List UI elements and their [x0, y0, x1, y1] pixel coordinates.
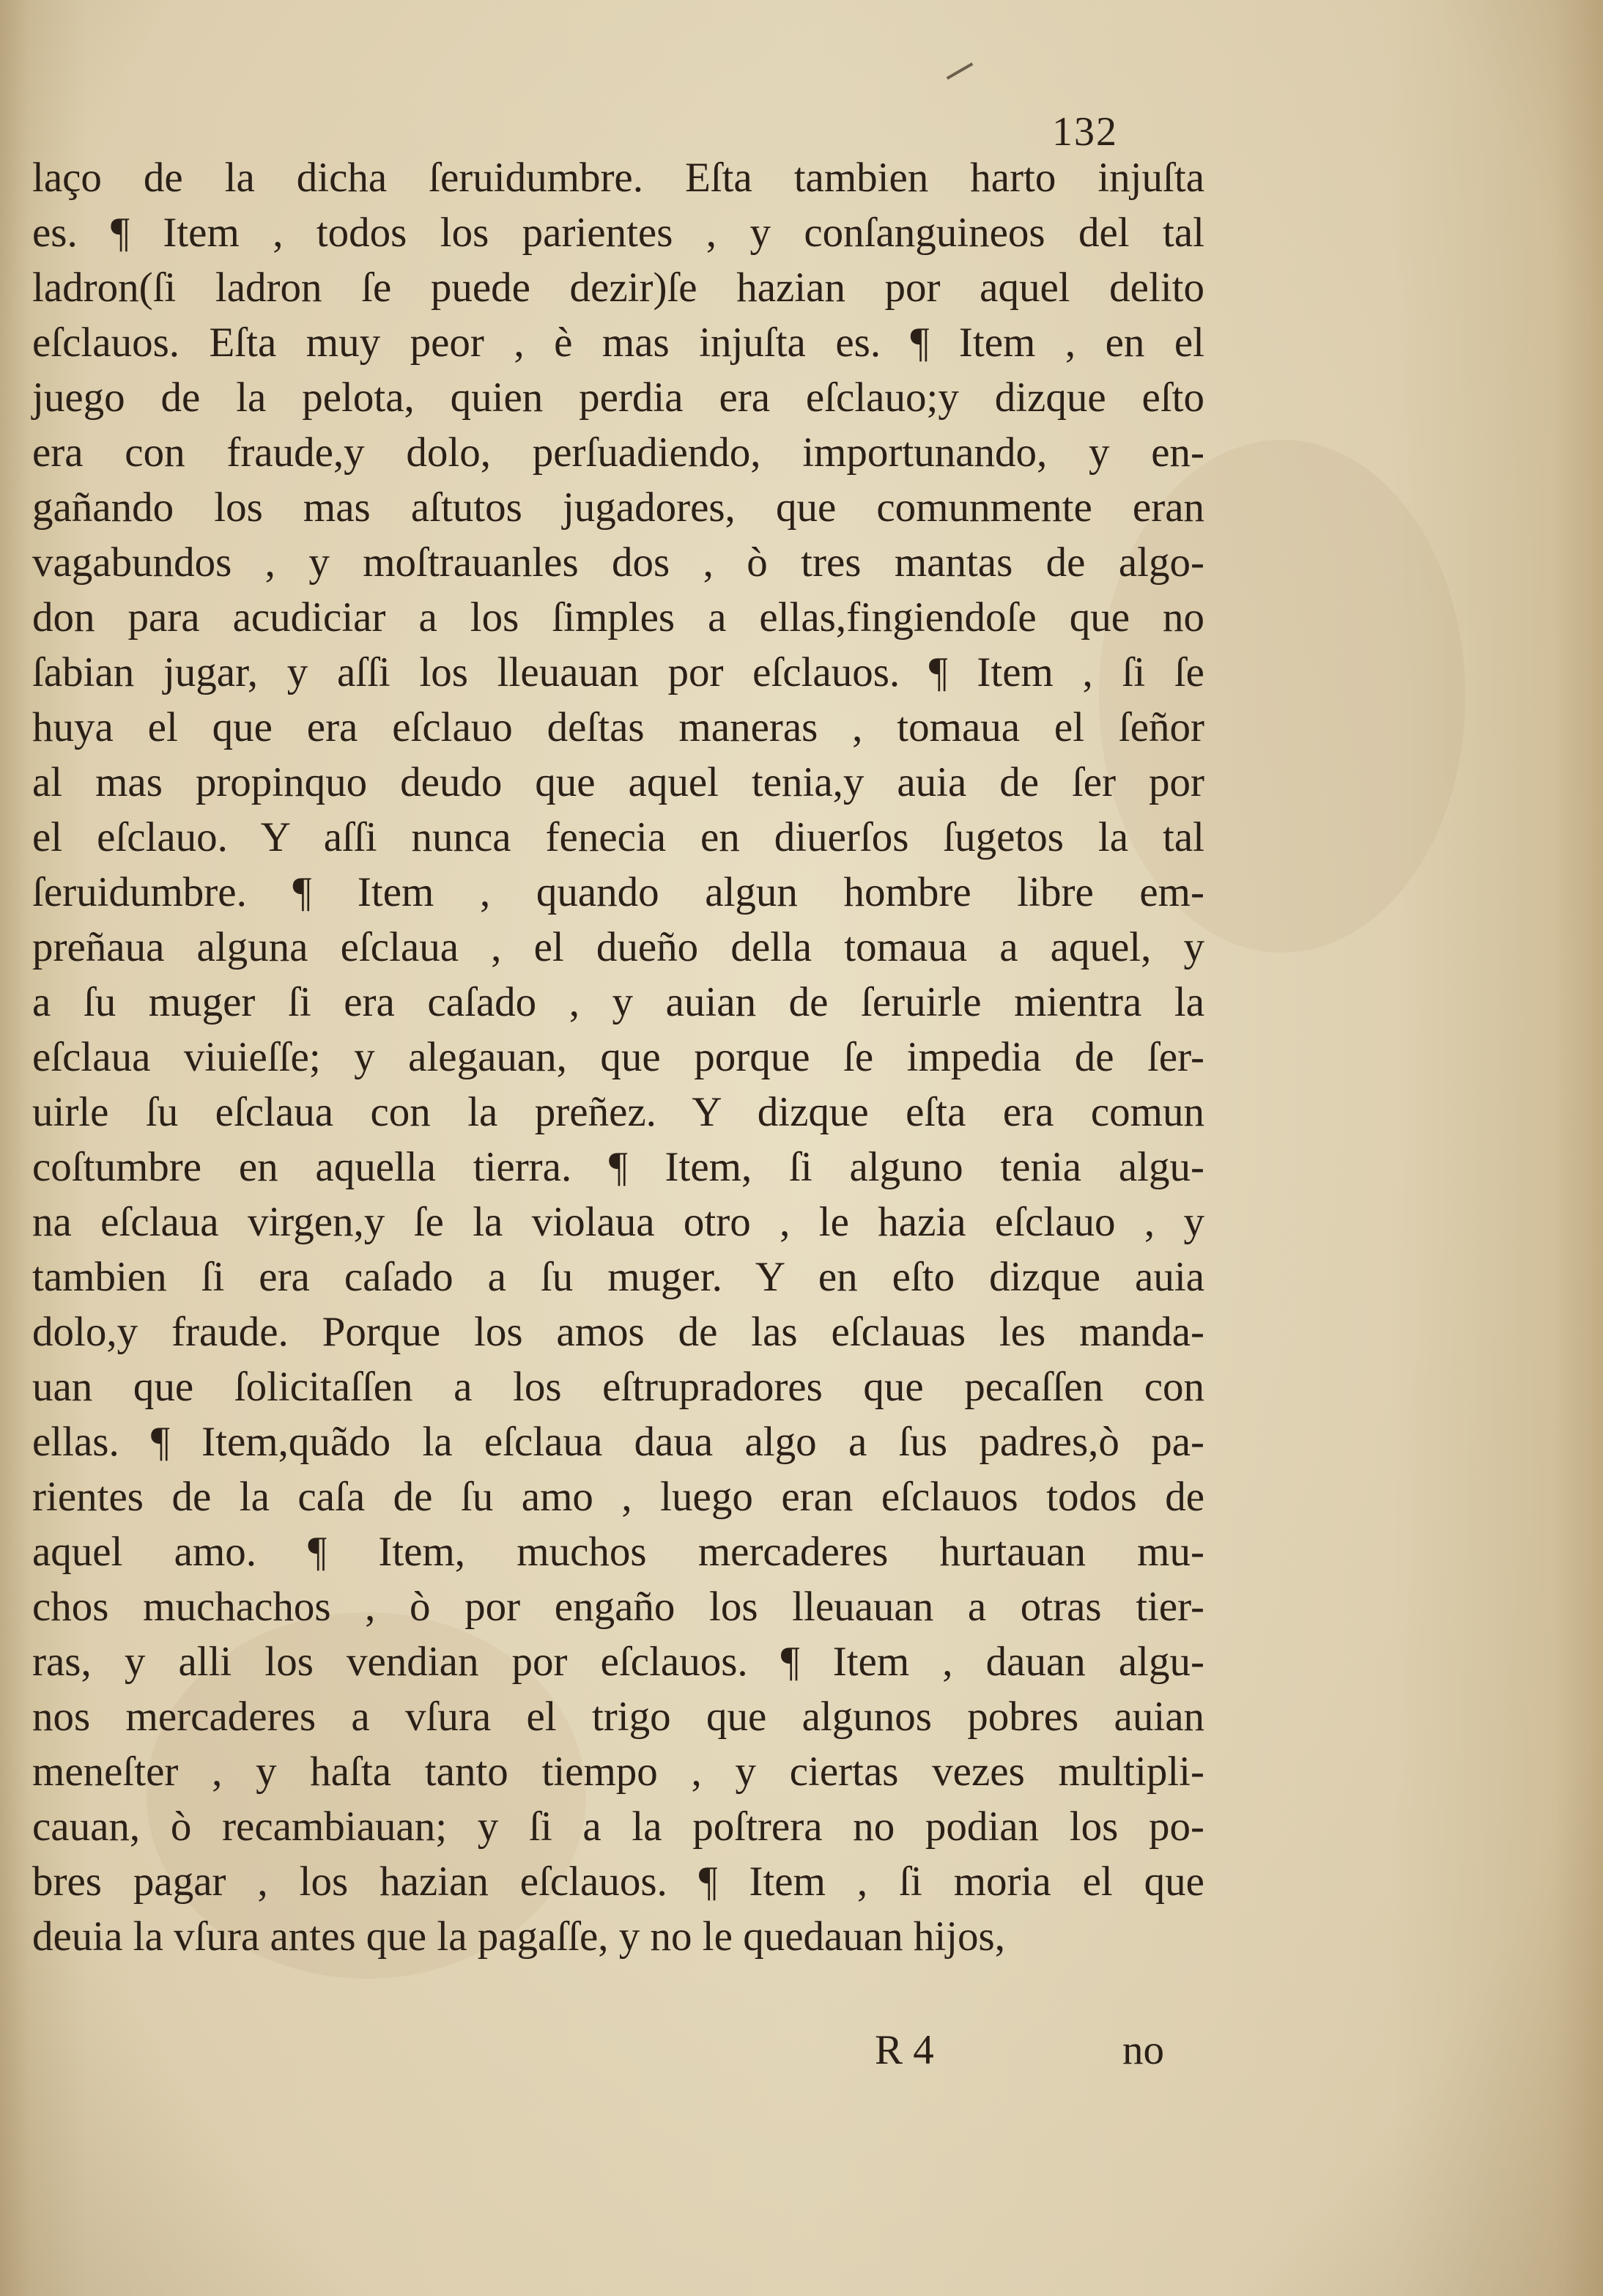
text-line: don para acudiciar a los ſimples a ellas,fingiendoſe que no	[32, 594, 1204, 641]
text-line: al mas propinquo deudo que aquel tenia,y auia de ſer por	[32, 759, 1204, 805]
text-line: uirle ſu eſclaua con la preñez. Y dizque eſta era comun	[32, 1089, 1204, 1135]
text-line: na eſclaua virgen,y ſe la violaua otro , le hazia eſclauo , y	[32, 1199, 1204, 1245]
text-line: nos mercaderes a vſura el trigo que algunos pobres auian	[32, 1694, 1204, 1740]
text-line: bres pagar , los hazian eſclauos. ¶ Item , ſi moria el que	[32, 1858, 1204, 1905]
text-line: ellas. ¶ Item,quãdo la eſclaua daua algo a ſus padres,ò pa-	[32, 1419, 1204, 1465]
text-line: deuia la vſura antes que la pagaſſe, y no le quedauan hijos,	[32, 1913, 1005, 1960]
text-line: ladron(ſi ladron ſe puede dezir)ſe hazian por aquel delito	[32, 265, 1204, 311]
folio-number: 132	[1052, 109, 1118, 155]
text-line: huya el que era eſclauo deſtas maneras , tomaua el ſeñor	[32, 704, 1204, 750]
text-line: coſtumbre en aquella tierra. ¶ Item, ſi alguno tenia algu-	[32, 1144, 1204, 1190]
text-line: rientes de la caſa de ſu amo , luego eran eſclauos todos de	[32, 1474, 1204, 1520]
catchword: no	[1122, 2027, 1164, 2073]
text-line: dolo,y fraude. Porque los amos de las eſclauas les manda-	[32, 1309, 1204, 1355]
signature-mark: R 4	[875, 2027, 934, 2073]
text-line: ſeruidumbre. ¶ Item , quando algun hombre libre em-	[32, 869, 1204, 915]
page-text-block	[32, 150, 1204, 1964]
text-line: es. ¶ Item , todos los parientes , y conſanguineos del tal	[32, 210, 1204, 256]
text-line: tambien ſi era caſado a ſu muger. Y en eſto dizque auia	[32, 1254, 1204, 1300]
text-line: aquel amo. ¶ Item, muchos mercaderes hurtauan mu-	[32, 1529, 1204, 1575]
text-line: meneſter , y haſta tanto tiempo , y ciertas vezes multipli-	[32, 1749, 1204, 1795]
text-line: chos muchachos , ò por engaño los lleuauan a otras tier-	[32, 1584, 1204, 1630]
ink-mark	[947, 62, 974, 79]
text-line: eſclauos. Eſta muy peor , è mas injuſta es. ¶ Item , en el	[32, 320, 1204, 366]
text-line: laço de la dicha ſeruidumbre. Eſta tambien harto injuſta	[32, 155, 1204, 201]
text-line: ras, y alli los vendian por eſclauos. ¶ Item , dauan algu-	[32, 1639, 1204, 1685]
text-line: el eſclauo. Y aſſi nunca fenecia en diuerſos ſugetos la tal	[32, 814, 1204, 860]
page-footer	[32, 2026, 1204, 2085]
text-line: vagabundos , y moſtrauanles dos , ò tres mantas de algo-	[32, 539, 1204, 586]
text-line: uan que ſolicitaſſen a los eſtrupradores que pecaſſen con	[32, 1364, 1204, 1410]
text-line: era con fraude,y dolo, perſuadiendo, importunando, y en-	[32, 429, 1204, 476]
text-line: eſclaua viuieſſe; y alegauan, que porque ſe impedia de ſer-	[32, 1034, 1204, 1080]
text-line: ſabian jugar, y aſſi los lleuauan por eſclauos. ¶ Item , ſi ſe	[32, 649, 1204, 695]
text-line: a ſu muger ſi era caſado , y auian de ſeruirle mientra la	[32, 979, 1204, 1025]
text-line: juego de la pelota, quien perdia era eſclauo;y dizque eſto	[32, 374, 1204, 421]
text-line: cauan, ò recambiauan; y ſi a la poſtrera no podian los po-	[32, 1804, 1204, 1850]
text-line: gañando los mas aſtutos jugadores, que comunmente eran	[32, 484, 1204, 531]
text-line: preñaua alguna eſclaua , el dueño della tomaua a aquel, y	[32, 924, 1204, 970]
